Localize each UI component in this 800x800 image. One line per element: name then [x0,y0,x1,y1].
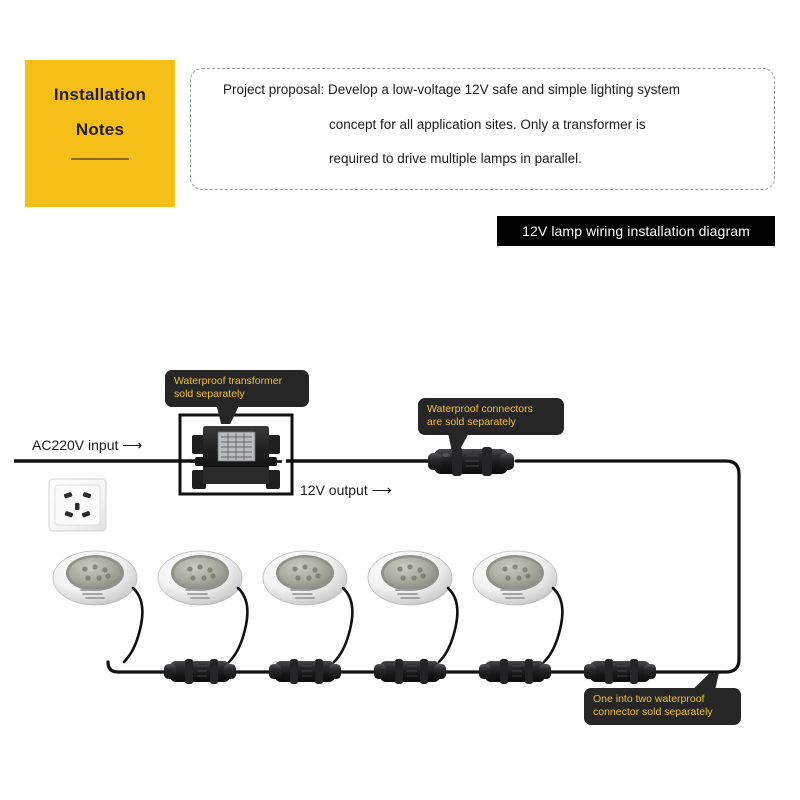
callout-splitter-line1: One into two waterproof [593,693,705,705]
led-downlight [53,551,142,662]
tee-connector-row [164,659,656,684]
one-into-two-waterproof-connector [584,659,656,684]
installation-notes-title-line1: Installation [53,85,147,104]
callout-one-into-two-connector [584,688,741,725]
callout-tail-pointer [217,406,243,424]
callout-splitter-line2: connector sold separately [593,706,713,718]
project-proposal-box [190,68,775,190]
led-downlight [158,551,247,662]
led-downlight [368,551,457,662]
waterproof-transformer [190,426,282,489]
one-into-two-waterproof-connector [479,659,551,684]
proposal-text-line-2: concept for all application sites. Only a transformer is [329,116,646,132]
callout-connector-line1: Waterproof connectors [427,403,533,415]
one-into-two-waterproof-connector [374,659,446,684]
proposal-text-line-1: Project proposal: Develop a low-voltage 12V safe and simple lighting system [223,82,680,97]
wall-socket [49,479,106,531]
one-into-two-waterproof-connector [269,659,341,684]
one-into-two-waterproof-connector [164,659,236,684]
callout-waterproof-transformer [165,370,309,407]
dc-output-label: 12V output ⟶ [300,482,392,498]
callout-waterproof-connectors [418,398,564,435]
installation-notes-title-line2: Notes [75,120,125,139]
lamp-row [53,551,562,662]
callout-transformer-line1: Waterproof transformer [174,375,283,387]
led-downlight [263,551,352,662]
waterproof-inline-connector [428,447,514,476]
callout-tail-pointer [448,434,471,450]
callout-tail-pointer [693,673,718,689]
proposal-text-line-3: required to drive multiple lamps in parallel. [329,151,582,166]
callout-transformer-line2: sold separately [174,388,245,400]
notes-divider-rule [71,158,129,160]
installation-notes-card [25,60,175,207]
diagram-caption-banner: 12V lamp wiring installation diagram [497,216,775,246]
ac-input-label: AC220V input ⟶ [32,437,143,453]
callout-connector-line2: are sold separately [427,416,516,428]
transformer-boundary-box [180,415,292,494]
main-bus-wire [108,461,739,672]
led-downlight [473,551,562,662]
